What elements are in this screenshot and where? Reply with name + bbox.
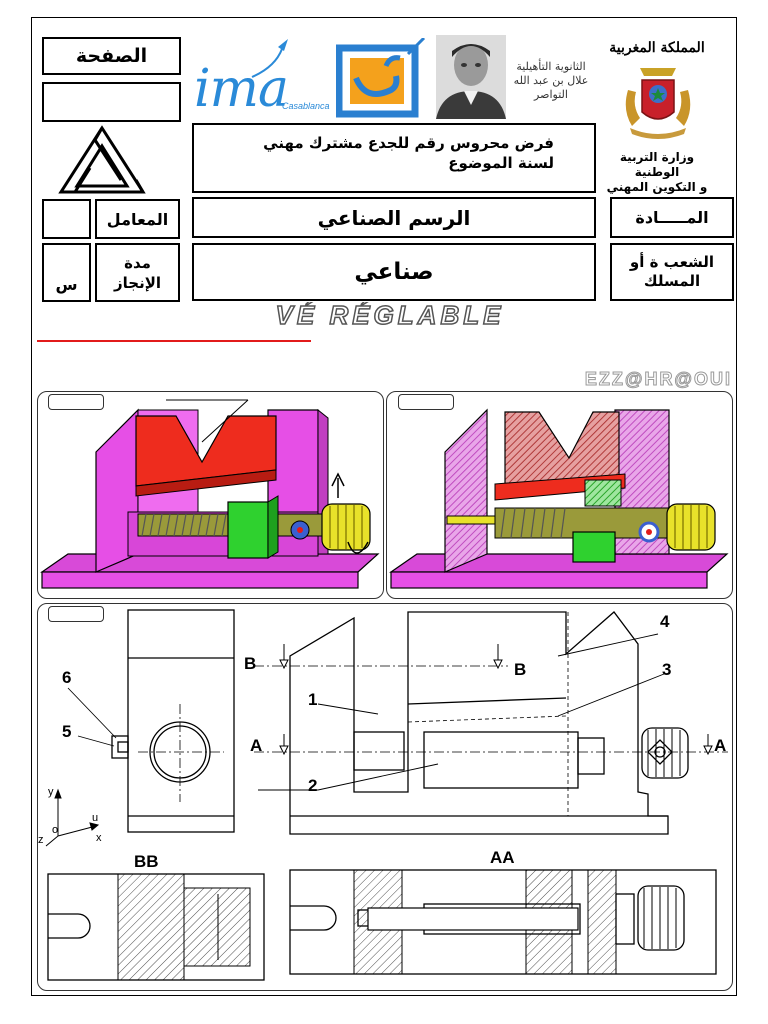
ima-logo [190,37,330,119]
vblock-3d-drawing [38,392,384,599]
kingdom-title: المملكة المغربية [609,40,705,56]
callout-1: 1 [308,690,318,709]
document-title-text: VÉ RÉGLABLE [275,302,505,330]
subject-value: الرسم الصناعي [192,197,596,238]
section-a-right: A [714,736,727,755]
section-a-left: A [250,736,263,755]
view-tag-1 [48,394,104,410]
ministry-name [600,150,714,195]
section-aa-label: AA [490,848,515,867]
exam-line-2: لسنة الموضوع [448,154,554,172]
axis-origin-label: o [52,824,59,836]
vblock-3d-section-drawing [387,392,733,599]
author-mark-text: EZZ@HR@OUI [584,369,732,389]
view-3d-assembled [37,391,384,599]
section-bb-label: BB [134,852,159,871]
axis-u-label: u [92,812,99,824]
ima-logo-text: ima [194,59,288,119]
subject-label: المـــــادة [610,197,734,238]
duration-label: مدة الإنجاز [95,243,180,302]
axis-z-label: z [38,834,44,846]
section-b-right: B [514,660,527,679]
callout-5: 5 [62,722,72,741]
axis-y-label: y [48,786,54,798]
branch-label: الشعب ة أو المسلك [610,243,734,301]
branch-value: صناعي [192,243,596,301]
page-label: الصفحة [42,37,181,75]
callout-4: 4 [660,612,670,631]
technical-drawing-panel [37,603,733,991]
document-title [180,302,600,330]
portrait-image [436,35,506,119]
page-number-field[interactable] [42,82,181,122]
ministry-line-1: وزارة التربية الوطنية [619,150,695,179]
technical-drawing [38,604,733,991]
school-name [505,60,597,102]
section-b-left: B [244,654,257,673]
view-tag-2 [398,394,454,410]
callout-2: 2 [308,776,318,795]
view-tag-3 [48,606,104,622]
school-emblem-logo [336,38,428,118]
title-underline [37,340,311,342]
view-3d-section [386,391,733,599]
school-line-2: علال بن عبد الله [513,74,589,87]
coefficient-label: المعامل [95,199,180,239]
exam-line-1: فرض محروس رقم للجدع مشترك مهني [263,134,554,152]
school-line-1: الثانوية التأهيلية [516,60,586,73]
duration-unit: س [42,243,91,302]
axis-x-label: x [96,832,102,844]
ministry-line-2: و التكوين المهني [606,180,708,194]
penrose-triangle-icon [57,124,147,196]
callout-3: 3 [662,660,672,679]
school-line-3: التواصر [534,88,568,101]
coefficient-field[interactable] [42,199,91,239]
author-mark [520,367,734,389]
exam-info-box [192,123,596,193]
coat-of-arms-icon [620,60,696,140]
callout-6: 6 [62,668,72,687]
ima-city: Casablanca [282,101,330,111]
